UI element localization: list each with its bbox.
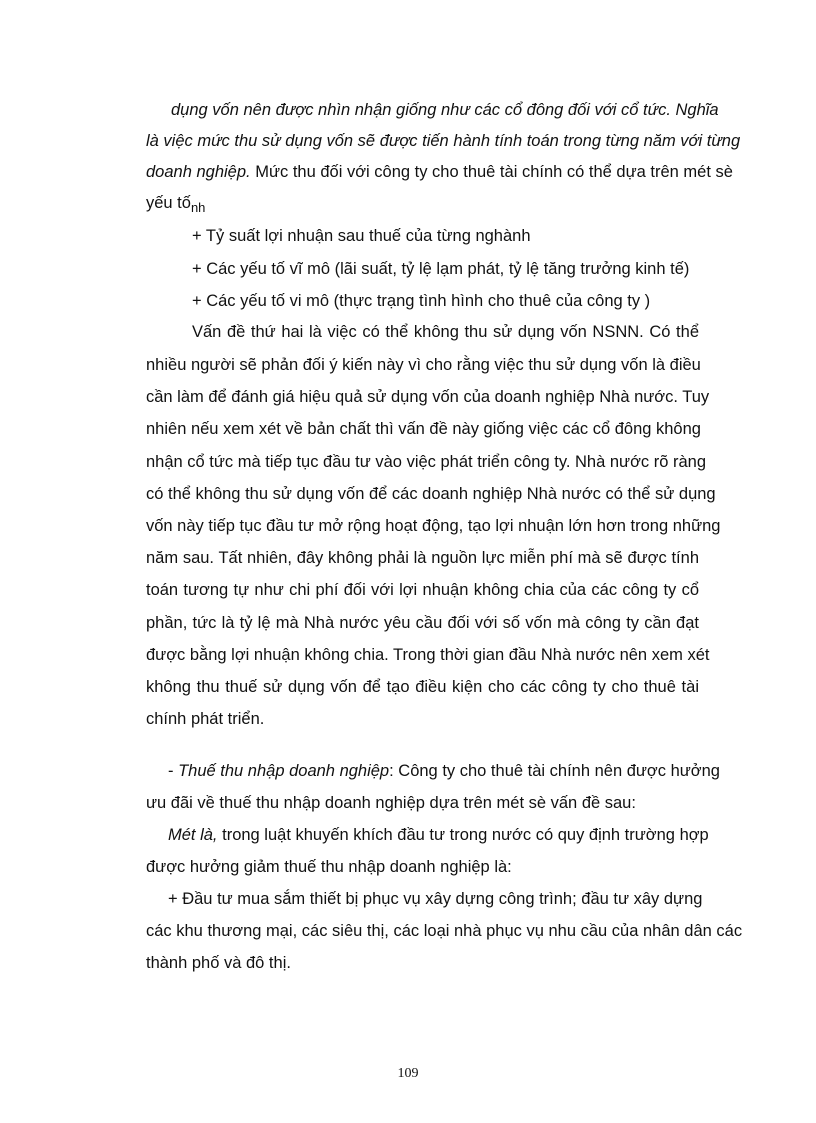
text-line: phần, tức là tỷ lệ mà Nhà nước yêu cầu đối với số vốn mà công ty cần đạt [146,614,699,632]
text-line: chính phát triển. [146,710,265,728]
text-line: cần làm để đánh giá hiệu quả sử dụng vốn của doanh nghiệp Nhà nước. Tuy [146,388,710,406]
text-line [168,825,709,845]
text-run: : Công ty cho thuê tài chính nên được hưởng [389,762,720,780]
text-line: thành phố và đô thị. [146,954,291,972]
page-number: 109 [397,1066,419,1081]
bullet-item: + Các yếu tố vi mô (thực trạng tình hình cho thuê của công ty ) [192,292,651,310]
text-line: được bằng lợi nhuận không chia. Trong thời gian đầu Nhà nước nên xem xét [146,646,710,664]
italic-phrase: doanh nghiệp. [146,163,251,181]
text-line: dụng vốn nên được nhìn nhận giống như các cổ đông đối với cổ tức. Nghĩa [171,101,719,119]
text-line: là việc mức thu sử dụng vốn sẽ được tiến hành tính toán trong từng năm với từng [146,132,741,150]
italic-heading: Thuế thu nhập doanh nghiệp [178,762,390,780]
bullet-item: + Các yếu tố vĩ mô (lãi suất, tỷ lệ lạm phát, tỷ lệ tăng trưởng kinh tế) [192,260,690,278]
text-line [168,761,720,781]
text-line: nhiều người sẽ phản đối ý kiến này vì cho rằng việc thu sử dụng vốn là điều [146,356,701,374]
text-line: được hưởng giảm thuế thu nhập doanh nghiệp là: [146,858,512,876]
text-line: nhiên nếu xem xét về bản chất thì vấn đề này giống việc các cổ đông không [146,420,701,438]
text-line: có thể không thu sử dụng vốn để các doanh nghiệp Nhà nước có thể sử dụng [146,485,716,503]
text-line: không thu thuế sử dụng vốn để tạo điều kiện cho các công ty cho thuê tài [146,678,699,696]
text-line: + Đầu tư mua sắm thiết bị phục vụ xây dựng công trình; đầu tư xây dựng [168,890,703,908]
italic-phrase: Mét là, [168,826,218,844]
text-run: yếu tố [146,194,191,212]
text-run: Mức thu đối với công ty cho thuê tài chính có thể dựa trên mét sè [250,163,733,181]
text-run: - [168,762,179,780]
text-line: ưu đãi về thuế thu nhập doanh nghiệp dựa trên mét sè vấn đề sau: [146,794,636,812]
text-line: nhận cổ tức mà tiếp tục đầu tư vào việc phát triển công ty. Nhà nước rõ ràng [146,453,707,471]
text-line: Vấn đề thứ hai là việc có thể không thu sử dụng vốn NSNN. Có thể [192,323,699,341]
text-line: năm sau. Tất nhiên, đây không phải là nguồn lực miễn phí mà sẽ được tính [146,549,699,567]
text-run: trong luật khuyến khích đầu tư trong nước có quy định trường hợp [217,826,709,844]
text-line: các khu thương mại, các siêu thị, các loại nhà phục vụ nhu cầu của nhân dân các [146,922,743,940]
subscript-run: nh [190,200,206,215]
text-line [146,162,733,182]
bullet-item: + Tỷ suất lợi nhuận sau thuế của từng nghành [192,227,531,245]
text-line: toán tương tự như chi phí đối với lợi nhuận không chia của các công ty cổ [146,581,699,599]
text-line [146,193,205,218]
text-line: vốn này tiếp tục đầu tư mở rộng hoạt động, tạo lợi nhuận lớn hơn trong những [146,517,721,535]
